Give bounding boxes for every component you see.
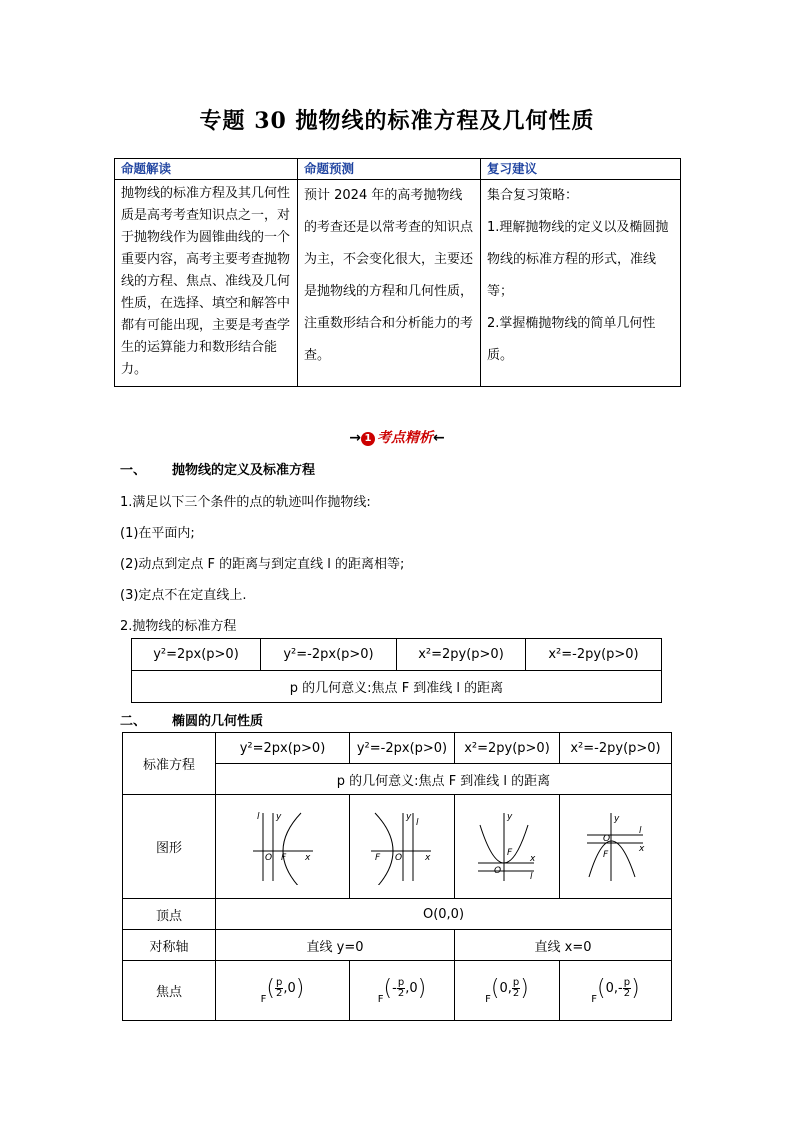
arrow-left-icon: ← (433, 430, 445, 446)
section-1-label: 一、 (120, 463, 147, 478)
focus-sign: - (392, 981, 397, 996)
std-eq-table (131, 638, 662, 703)
focus-cell: $_F$( $\frac{p}{2}$ ,0) (216, 961, 350, 1021)
intro-table (114, 158, 681, 387)
label-F: F (602, 849, 608, 860)
parabola-right-graph (243, 805, 323, 885)
row-label-axis: 对称轴 (123, 930, 216, 961)
eq-cell: y²=2px(p>0) (132, 639, 261, 671)
section-2-label: 二、 (120, 714, 147, 729)
row-label-vertex: 顶点 (123, 899, 216, 930)
label-x: x (638, 843, 644, 854)
eq-cell: x²=2py(p>0) (396, 639, 525, 671)
focus-cell: $_F$(0, $\frac{p}{2}$ ) (455, 961, 560, 1021)
row-label-focus: 焦点 (123, 961, 216, 1021)
label-F: F (280, 852, 286, 863)
intro-col-3 (481, 180, 681, 387)
graph-left-opening (350, 795, 455, 899)
eq-cell: y²=-2px(p>0) (350, 733, 455, 764)
focus-prefix: F (591, 994, 598, 1005)
eq-cell: x²=-2py(p>0) (560, 733, 672, 764)
std-eq-label: 2.抛物线的标准方程 (120, 619, 237, 634)
label-y: y (406, 811, 412, 822)
section-1-heading (120, 459, 315, 478)
frac-num: p (623, 977, 631, 988)
label-O: O (395, 852, 403, 863)
focus-rest: 0,- (605, 981, 623, 996)
fraction (397, 978, 405, 999)
section-2-heading (120, 710, 263, 729)
label-l: l (638, 825, 642, 836)
advice-line: 1.理解抛物线的定义以及椭圆抛物线的标准方程的形式，准线等； (487, 220, 669, 299)
graph-down-opening (560, 795, 672, 899)
focus-prefix: F (260, 994, 267, 1005)
label-l: l (416, 817, 419, 828)
focus-prefix: F (485, 994, 491, 1005)
intro-header-3: 复习建议 (481, 159, 681, 180)
label-x: x (530, 853, 536, 864)
label-l: l (530, 871, 533, 882)
row-label-graph: 图形 (123, 795, 216, 899)
p-meaning: p 的几何意义:焦点 F 到准线 l 的距离 (132, 671, 662, 703)
banner-text: 考点精析 (377, 430, 433, 446)
label-F: F (507, 847, 513, 858)
frac-den: 2 (397, 988, 405, 999)
frac-num: p (512, 977, 520, 988)
eq-cell: y²=-2px(p>0) (261, 639, 397, 671)
frac-num: p (397, 977, 405, 988)
section-banner (0, 427, 794, 447)
focus-rest: 0, (499, 981, 512, 996)
frac-den: 2 (275, 988, 283, 999)
focus-cell: $_F$(- $\frac{p}{2}$ ,0) (350, 961, 455, 1021)
intro-header-2: 命题预测 (298, 159, 481, 180)
number-badge: 1 (361, 432, 375, 446)
fraction (623, 978, 631, 999)
def-line-1: 1.满足以下三个条件的点的轨迹叫作抛物线: (120, 495, 371, 510)
def-line-2: (1)在平面内; (120, 526, 195, 541)
page-title: 专题 30 抛物线的标准方程及几何性质 (199, 108, 595, 134)
label-y: y (507, 811, 513, 822)
arrow-right-icon: → (349, 430, 361, 446)
advice-line: 集合复习策略： (487, 188, 579, 203)
def-line-3: (2)动点到定点 F 的距离与到定直线 l 的距离相等; (120, 557, 405, 572)
label-y: y (275, 811, 281, 822)
focus-prefix: F (377, 994, 384, 1005)
advice-line: 2.掌握椭抛物线的简单几何性质。 (487, 316, 656, 363)
label-x: x (425, 852, 431, 863)
intro-col-2: 预计 2024 年的高考抛物线的考查还是以常考查的知识点为主，不会变化很大，主要还是抛物线的方程和几何性质，注重数形结合和分析能力的考查。 (298, 180, 481, 387)
label-O: O (602, 833, 610, 844)
label-O: O (494, 865, 502, 876)
label-O: O (264, 852, 272, 863)
intro-header-1: 命题解读 (115, 159, 298, 180)
focus-cell: $_F$(0,- $\frac{p}{2}$ ) (560, 961, 672, 1021)
section-2-title: 椭圆的几何性质 (172, 714, 264, 729)
vertex-value: O(0,0) (216, 899, 672, 930)
eq-cell: y²=2px(p>0) (216, 733, 350, 764)
label-l: l (256, 811, 260, 822)
frac-den: 2 (623, 988, 631, 999)
parabola-down-graph (581, 805, 651, 885)
graph-right-opening (216, 795, 350, 899)
properties-table (122, 732, 672, 1021)
focus-rest: ,0 (283, 981, 296, 996)
focus-rest: ,0 (405, 981, 418, 996)
axis-value-x0: 直线 x=0 (455, 930, 672, 961)
label-F: F (375, 852, 381, 863)
graph-up-opening (455, 795, 560, 899)
parabola-up-graph (472, 805, 542, 885)
eq-cell: x²=2py(p>0) (455, 733, 560, 764)
def-line-4: (3)定点不在定直线上. (120, 588, 247, 603)
eq-cell: x²=-2py(p>0) (525, 639, 661, 671)
frac-den: 2 (512, 988, 520, 999)
label-x: x (304, 852, 310, 863)
frac-num: p (276, 977, 283, 988)
section-1-title: 抛物线的定义及标准方程 (172, 463, 316, 478)
fraction (512, 978, 520, 999)
label-y: y (613, 813, 619, 824)
intro-col-1: 抛物线的标准方程及其几何性质是高考考查知识点之一，对于抛物线作为圆锥曲线的一个重要内容，高考主要考查抛物线的方程、焦点、准线及几何性质，在选择、填空和解答中都有可能出现，主要是考查学生的运算能力和数形结合能力。 (115, 180, 298, 387)
axis-value-y0: 直线 y=0 (216, 930, 455, 961)
row-label-std: 标准方程 (123, 733, 216, 795)
p-meaning: p 的几何意义:焦点 F 到准线 l 的距离 (216, 764, 672, 795)
parabola-left-graph (367, 805, 437, 885)
